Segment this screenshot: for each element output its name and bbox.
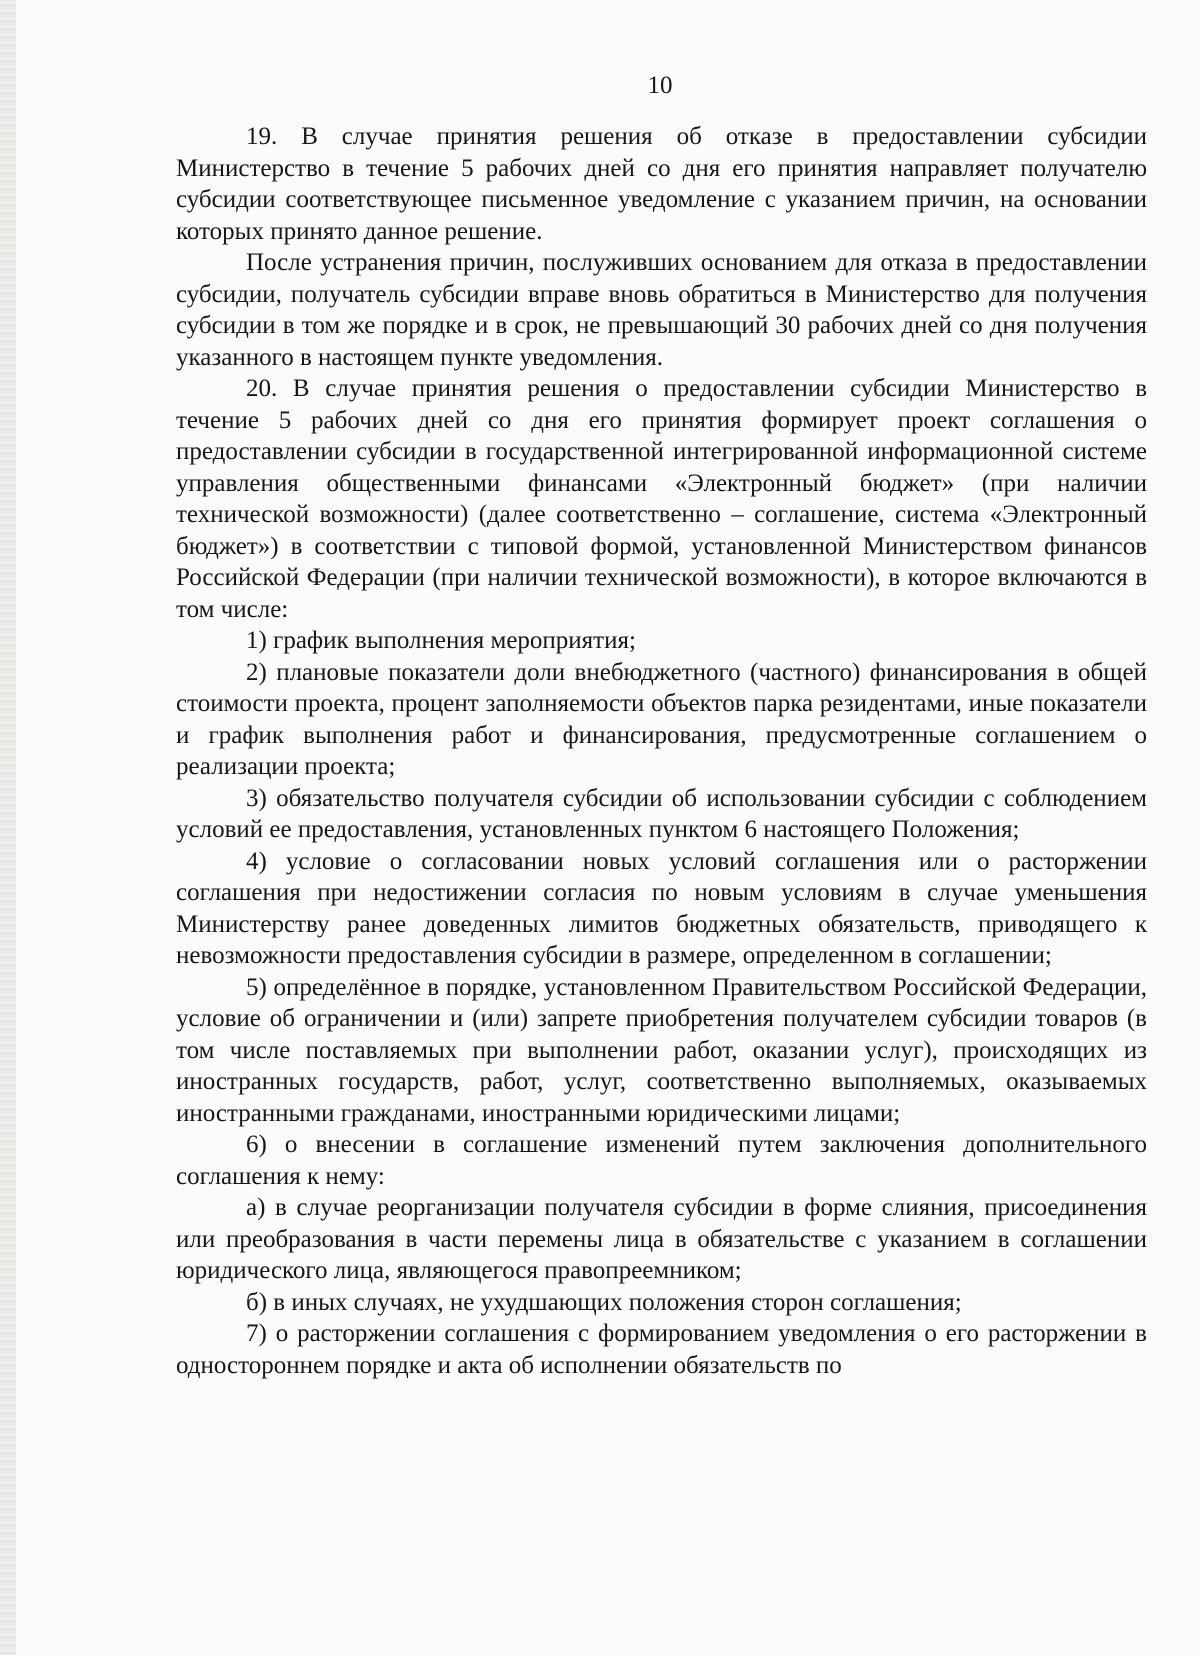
scan-edge-noise [0,0,16,1655]
list-item-7: 7) о расторжении соглашения с формированием уведомления о его расторжении в одностороннем порядке и акта об исполнении обязательств по [176,1320,1147,1379]
list-item-6b: б) в иных случаях, не ухудшающих положения сторон соглашения; [246,1288,962,1316]
list-item-6a: а) в случае реорганизации получателя субсидии в форме слияния, присоединения или преобразования в части перемены лица в обязательстве с указанием в соглашении юридического лица, являющегося правопреемником; [176,1194,1147,1284]
paragraph-19-continuation: После устранения причин, послуживших основанием для отказа в предоставлении субсидии, получатель субсидии вправе вновь обратиться в Министерство для получения субсидии в том же порядке и в срок, не превышающий 30 рабочих дней со дня получения указанного в настоящем пункте уведомления. [176,249,1147,371]
list-item-1: 1) график выполнения мероприятия; [246,627,636,654]
paragraph-20: 20. В случае принятия решения о предоставлении субсидии Министерство в течение 5 рабочих дней со дня его принятия формирует проект соглашения о предоставлении субсидии в государственной интегрированной информационной системе управления общественными финансами «Электронный бюджет» (при наличии технической возможности) (далее соответственно – соглашение, система «Электронный бюджет») в соответствии с типовой формой, установленной Министерством финансов Российской Федерации (при наличии технической возможности), в которое включаются в том числе: [176,375,1147,623]
list-item-6: 6) о внесении в соглашение изменений путем заключения дополнительного соглашения к нему: [176,1131,1147,1190]
document-body [176,121,1147,1381]
page-number: 10 [647,72,673,99]
list-item-2: 2) плановые показатели доли внебюджетного (частного) финансирования в общей стоимости проекта, процент заполняемости объектов парка резидентами, иные показатели и график выполнения работ и финансирования, предусмотренные соглашением о реализации проекта; [176,658,1147,780]
list-item-4: 4) условие о согласовании новых условий соглашения или о расторжении соглашения при недостижении согласия по новым условиям в случае уменьшения Министерству ранее доведенных лимитов бюджетных обязательств, приводящего к невозможности предоставления субсидии в размере, определенном в соглашении; [176,847,1147,969]
list-item-3: 3) обязательство получателя субсидии об использовании субсидии с соблюдением условий ее предоставления, установленных пунктом 6 настоящего Положения; [176,784,1147,843]
list-item-5: 5) определённое в порядке, установленном Правительством Российской Федерации, условие об ограничении и (или) запрете приобретения получателем субсидии товаров (в том числе поставляемых при выполнении работ, оказании услуг), происходящих из иностранных государств, работ, услуг, соответственно выполняемых, оказываемых иностранными гражданами, иностранными юридическими лицами; [176,973,1147,1127]
paragraph-19: 19. В случае принятия решения об отказе в предоставлении субсидии Министерство в течение 5 рабочих дней со дня его принятия направляет получателю субсидии соответствующее письменное уведомление с указанием причин, на основании которых принято данное решение. [176,123,1147,245]
